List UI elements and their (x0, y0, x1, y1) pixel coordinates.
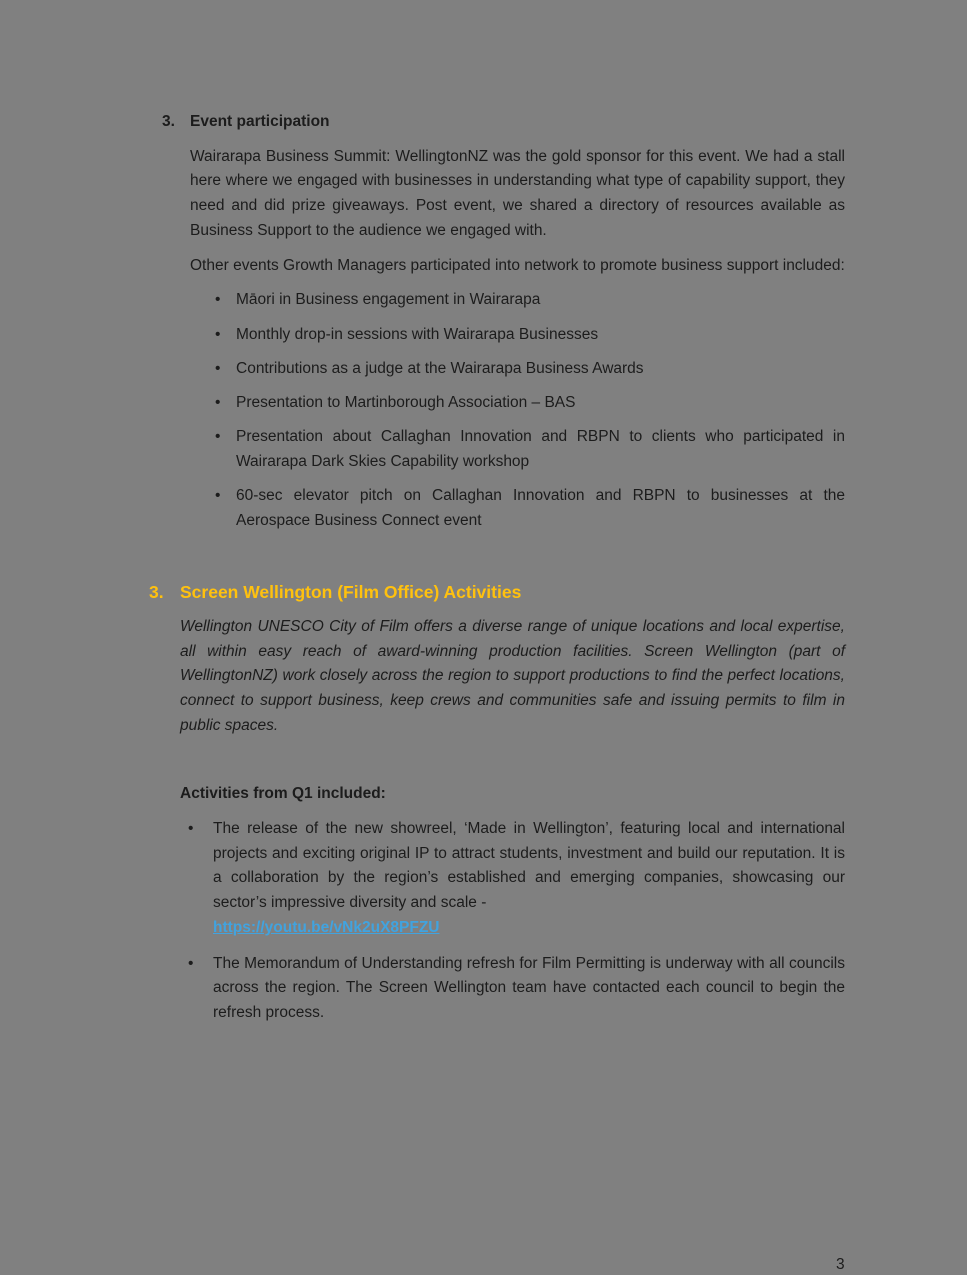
paragraph-summit: Wairarapa Business Summit: WellingtonNZ was the gold sponsor for this event. We had a stall here where we engaged with businesses in understanding what type of capability support, they need and did prize giveaways. Post event, we shared a directory of resources available as Business Support to the audience we engaged with. (190, 147, 845, 239)
showreel-text: The release of the new showreel, ‘Made in Wellington’, featuring local and international projects and exciting original IP to attract students, investment and build our reputation. It is a collaboration by the region’s established and emerging companies, showcasing our sector’s impressive diversity and scale - (213, 820, 845, 912)
paragraph-other-events: Other events Growth Managers participated into network to promote business support included: (190, 256, 845, 274)
list-item-judge-awards: • Contributions as a judge at the Wairarapa Business Awards (236, 357, 845, 382)
section-number: 3. (162, 113, 175, 130)
list-item-martinborough: • Presentation to Martinborough Association – BAS (236, 391, 845, 416)
event-bullet-list (0, 288, 967, 534)
section-title: Screen Wellington (Film Office) Activities (180, 581, 522, 602)
section-heading-screen-wellington (149, 579, 967, 605)
list-item-showreel (213, 817, 845, 941)
section-heading-event-participation (162, 110, 967, 135)
screen-bullet-list (0, 817, 967, 1026)
section-title: Event participation (190, 113, 330, 130)
list-item-maori-in-business: • Māori in Business engagement in Wairarapa (236, 288, 845, 313)
list-item-monthly-dropin: • Monthly drop-in sessions with Wairarapa Businesses (236, 323, 845, 348)
showreel-link-line (213, 916, 845, 941)
paragraph-screen-intro: Wellington UNESCO City of Film offers a diverse range of unique locations and local expertise, all within easy reach of award-winning production facilities. Screen Wellington (part of WellingtonNZ) work closely across the region to support productions to find the perfect locations, connect to support business, keep crews and communities safe and issuing permits to film in public spaces. (180, 617, 845, 734)
list-item-mou-refresh: • The Memorandum of Understanding refresh for Film Permitting is underway with all councils across the region. The Screen Wellington team have contacted each council to begin the refresh process. (213, 952, 845, 1026)
page-number: 3 (836, 1256, 845, 1273)
section-number: 3. (149, 581, 164, 602)
list-item-elevator-pitch: • 60-sec elevator pitch on Callaghan Innovation and RBPN to businesses at the Aerospace Business Connect event (236, 484, 845, 533)
list-item-dark-skies: • Presentation about Callaghan Innovation and RBPN to clients who participated in Wairarapa Dark Skies Capability workshop (236, 425, 845, 474)
activities-heading: Activities from Q1 included: (180, 785, 386, 803)
youtube-link[interactable]: https://youtu.be/vNk2uX8PFZU (213, 918, 440, 936)
